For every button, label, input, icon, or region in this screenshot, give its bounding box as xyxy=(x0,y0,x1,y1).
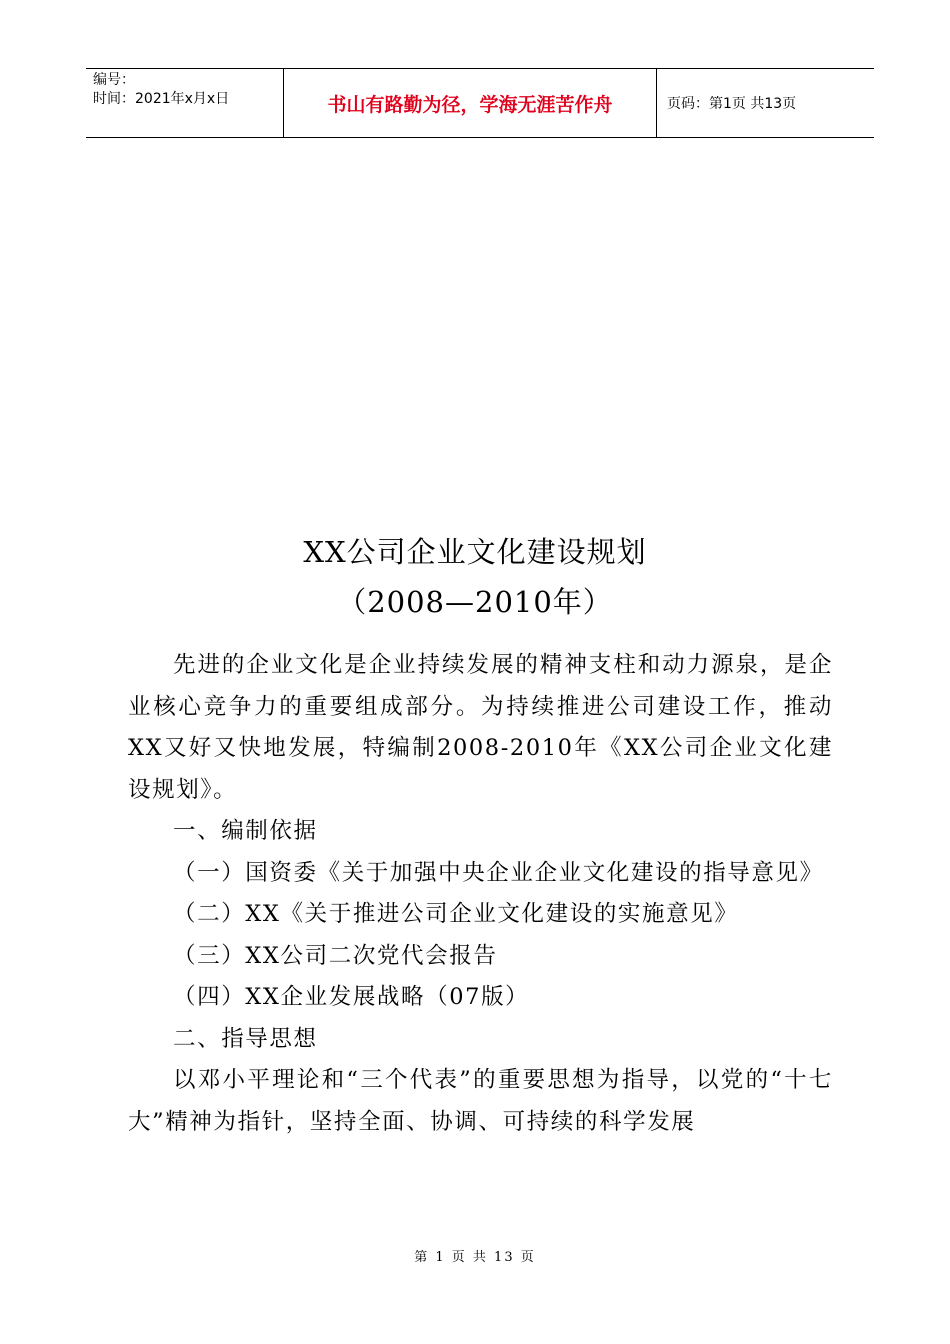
serial-number-label: 编号： xyxy=(93,72,135,88)
list-item: （一）国资委《关于加强中央企业企业文化建设的指导意见》 xyxy=(173,859,824,886)
document-title: XX公司企业文化建设规划 xyxy=(303,535,647,569)
section-heading: 二、指导思想 xyxy=(173,1025,318,1052)
header-meta xyxy=(86,69,284,137)
header-motto: 书山有路勤为径，学海无涯苦作舟 xyxy=(284,69,657,137)
document-subtitle: （2008—2010年） xyxy=(337,585,613,619)
list-item: （三）XX公司二次党代会报告 xyxy=(173,942,498,969)
document-body xyxy=(128,645,833,1143)
header-page-info: 页码：第1页 共13页 xyxy=(667,96,797,112)
intro-paragraph: 先进的企业文化是企业持续发展的精神支柱和动力源泉，是企业核心竞争力的重要组成部分。为持续推进公司建设工作，推动XX又好又快地发展，特编制2008-2010年《XX公司企业文化建设规划》。 xyxy=(128,652,833,803)
list-item: （四）XX企业发展战略（07版） xyxy=(173,984,530,1010)
body-paragraph: 以邓小平理论和“三个代表”的重要思想为指导，以党的“十七大”精神为指针，坚持全面、协调、可持续的科学发展 xyxy=(128,1067,833,1135)
section-heading: 一、编制依据 xyxy=(173,818,318,844)
page-footer: 第 1 页 共 13 页 xyxy=(414,1250,536,1265)
page-header xyxy=(86,68,874,138)
list-item: （二）XX《关于推进公司企业文化建设的实施意见》 xyxy=(173,901,739,927)
date-label: 时间：2021年x月x日 xyxy=(93,91,230,107)
